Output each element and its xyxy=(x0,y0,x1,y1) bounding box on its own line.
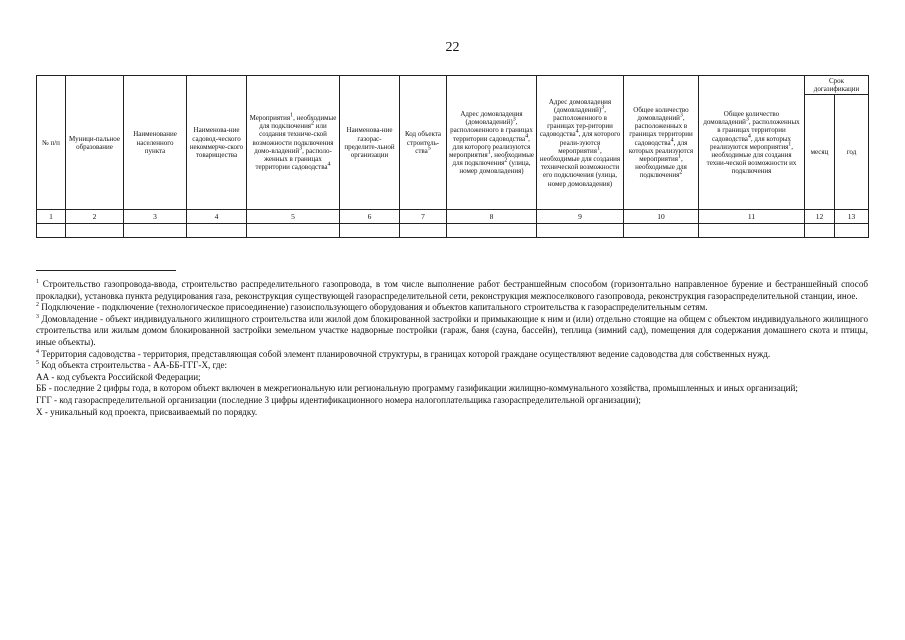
empty-cell xyxy=(835,224,869,238)
empty-cell xyxy=(124,224,187,238)
empty-cell xyxy=(187,224,247,238)
header-month: месяц xyxy=(805,95,835,210)
header-total-capability: Общее количество домовладений$^3$, расположенных в границах территории садоводства$^4$, для которых реализуются мероприятия$^1$, необходимые для создания техни-ческой возможности их подключения xyxy=(699,76,805,210)
header-year: год xyxy=(835,95,869,210)
footnote: $^5$ Код объекта строительства - АА-ББ-ГГГ-Х, где: xyxy=(36,360,228,371)
column-number: 3 xyxy=(124,210,187,224)
empty-cell xyxy=(537,224,624,238)
column-number: 10 xyxy=(624,210,699,224)
column-number: 7 xyxy=(400,210,447,224)
column-numbers-row xyxy=(37,210,869,224)
header-partnership: Наименова-ние садовод-ческого некоммерче-ского товарищества xyxy=(187,76,247,210)
empty-cell xyxy=(699,224,805,238)
empty-cell xyxy=(37,224,66,238)
header-gas-org: Наименова-ние газорас-пределите-льной организации xyxy=(340,76,400,210)
empty-cell xyxy=(340,224,400,238)
footnote: $^1$ Строительство газопровода-ввода, строительство распределительного газопровода, в том числе выполнение работ бестраншейным способом (горизонтально направленное бурение и бестраншейный способ прокладки), установка пункта редуцирования газа, реконструкция существующей газораспределительной сети, реконструкция межпоселкового газопровода, реконструкция газораспределительной станции, иное. xyxy=(36,278,868,301)
empty-cell xyxy=(447,224,537,238)
footnote-separator xyxy=(36,270,176,271)
footnote: $^2$ Подключение - подключение (технологическое присоединение) газоиспользующего оборудования и объектов капитального строительства к газораспределительным сетям. xyxy=(36,302,708,313)
column-number: 9 xyxy=(537,210,624,224)
column-number: 13 xyxy=(835,210,869,224)
header-measures: Мероприятия$^1$, необходимые для подключения$^2$ или создания техниче-ской возможности подключения домо-владений$^3$, располо-женных в границах территории садоводства$^4$ xyxy=(247,76,340,210)
gasification-table xyxy=(36,75,869,238)
header-municipal: Муници-пальное образование xyxy=(66,76,124,210)
header-address-capability: Адрес домовладения (домовладений)$^3$, расположенного в границах тер-ритории садоводства$^4$, для которого реали-зуются мероприятия$^1$, необходимые для создания технической возможности его подключения (улица, номер домовладения) xyxy=(537,76,624,210)
column-number: 4 xyxy=(187,210,247,224)
column-number: 6 xyxy=(340,210,400,224)
empty-cell xyxy=(247,224,340,238)
column-number: 2 xyxy=(66,210,124,224)
header-num: № п/п xyxy=(37,76,66,210)
header-code: Код объекта строитель-ства$^5$ xyxy=(400,76,447,210)
empty-cell xyxy=(400,224,447,238)
empty-cell xyxy=(805,224,835,238)
empty-row xyxy=(37,224,869,238)
column-number: 1 xyxy=(37,210,66,224)
column-number: 8 xyxy=(447,210,537,224)
footnote-line: АА - код субъекта Российской Федерации; xyxy=(36,371,201,382)
column-number: 12 xyxy=(805,210,835,224)
footnote-line: ББ - последние 2 цифры года, в котором объект включен в межрегиональную или региональную программу газификации жилищно-коммунального хозяйства, промышленных и иных организаций; xyxy=(36,383,798,394)
footnotes xyxy=(36,279,868,418)
page-number: 22 xyxy=(445,40,460,55)
header-address-connection: Адрес домовладения (домовладений)$^3$, расположенного в границах территории садоводства$^4$, для которого реализуются мероприятия$^1$, необходимые для подключения$^2$ (улица, номер домовладения) xyxy=(447,76,537,210)
footnote: $^4$ Территория садоводства - территория, представляющая собой элемент планировочной структуры, в границах которой граждане осуществляют ведение садоводства для собственных нужд. xyxy=(36,348,771,359)
column-number: 11 xyxy=(699,210,805,224)
header-term: Срок догазификации xyxy=(805,76,869,95)
empty-cell xyxy=(624,224,699,238)
footnote-line: ГГГ - код газораспределительной организации (последние 3 цифры идентификационного номера налогоплательщика газораспределительной организации); xyxy=(36,394,641,405)
column-number: 5 xyxy=(247,210,340,224)
footnote: $^3$ Домовладение - объект индивидуального жилищного строительства или жилой дом блокированной застройки и примыкающие к ним и (или) отдельно стоящие на общем с объектом индивидуального жилищного строительства или жилым домом блокированной застройки земельном участке надворные постройки (гараж, баня (сауна, бассейн), теплица (зимний сад), помещения для содержания домашнего скота и птицы, иные объекты). xyxy=(36,313,868,347)
header-settlement: Наименование населенного пункта xyxy=(124,76,187,210)
footnote-line: Х - уникальный код проекта, присваиваемый по порядку. xyxy=(36,406,258,417)
empty-cell xyxy=(66,224,124,238)
header-total-connection: Общее количество домовладений$^3$, расположенных в границах территории садоводства$^4$, для которых реализуются мероприятия$^1$, необходимые для подключения$^2$ xyxy=(624,76,699,210)
